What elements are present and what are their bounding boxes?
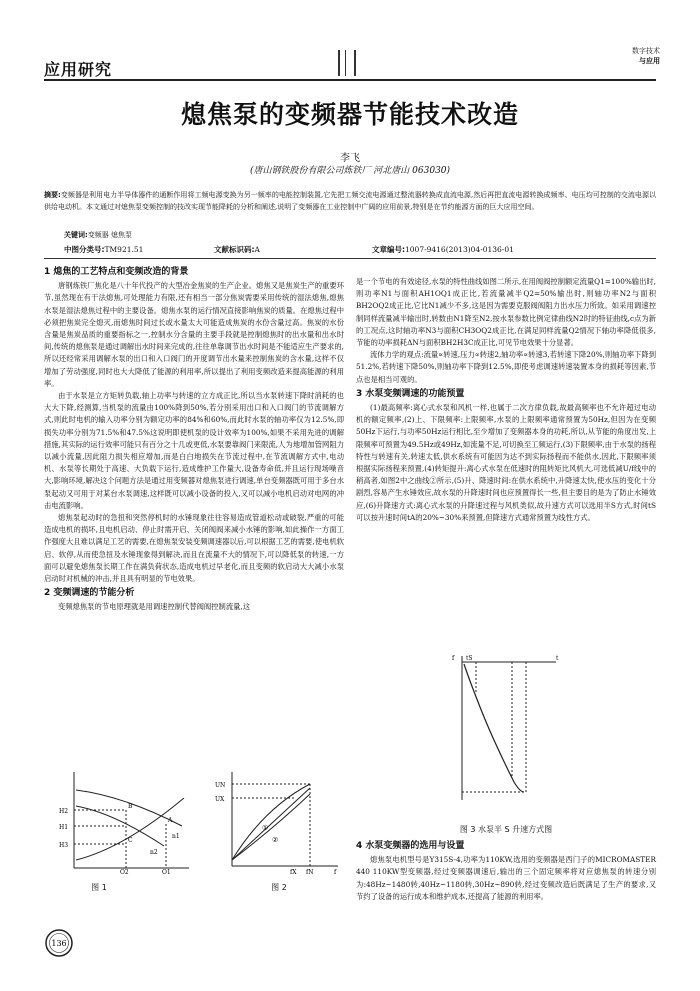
- figure-2-caption: 图 2: [271, 883, 287, 892]
- heading-section-4: 4 水泵变频器的选用与设置: [356, 841, 465, 851]
- fig1-label-q2: Q2: [120, 869, 129, 874]
- header-decoration-bars: [338, 50, 360, 76]
- clc-value: TM921.51: [104, 245, 144, 254]
- fig2-label-ux: UX: [215, 796, 225, 803]
- keywords-label: 关键词:: [64, 231, 88, 239]
- right-column-bottom: [356, 838, 656, 903]
- fig2-label-f: f: [334, 869, 337, 874]
- page-number: 136: [51, 939, 67, 948]
- fig2-label-curve2: ②: [272, 836, 279, 844]
- heading-section-1: 1 熄焦的工艺特点和变频改造的背景: [44, 267, 189, 277]
- clc-label: 中图分类号:: [64, 245, 105, 254]
- paragraph: 由于水泵是立方矩转负载,轴上功率与转速的立方成正比,所以当水泵转速下降时消耗的也大大下降,经测算,当机泵的流量由100%降到50%,若分别采用出口和入口阀门的节流调解方式,则此时电机的输入功率分别为额定功率的84%和60%,而此时水泵的轴功率仅为12.5%,即损失功率分别为71.5%和47.5%这说明即使机泵的设计效率为100%,如果不采用先进的调解措施,其实际的运行效率可能只有百分之十几或更低,水泵要靠阀门来限流,人为地增加管网阻力以减小流量,因此阻力损失相应增加,而是白白地损失在节流过程中,在节流调解方式中,电动机、水泵等长期处于高速、大负载下运行,造成维护工作量大,设备寿命低,并且运行现场噪音大,影响环境,解决这个问题方法是通过用变频器对熄焦泵进行调速,单台变频器既可用于多台水泵起动又可用于对某台水泵调速,这样既可以减小设备的投入,又可以减小电机启动对电网的冲击电流影响。: [44, 391, 344, 510]
- page-number-badge: [44, 928, 74, 958]
- fig1-label-h3: H3: [59, 842, 69, 849]
- paragraph: 流体力学的观点:流量∝转速,压力∝转速2,轴功率∝转速3,若转速下降20%,则轴功率下降到51.2%,若转速下降50%,则轴功率下降到12.5%,即使考虑调速转速装置本身的损耗等因素,节点也是相当可观的。: [356, 350, 656, 384]
- title-rule: [44, 258, 656, 259]
- fig1-label-a: A: [168, 817, 173, 824]
- affiliation: (唐山钢铁股份有限公司炼铁厂 河北唐山 063030): [249, 166, 451, 176]
- header-rule: [44, 79, 656, 81]
- paragraph: 变频熄焦泵的节电原理就是用调速控制代替阀阀控制流量,这: [58, 602, 251, 612]
- fig1-label-b: B: [128, 803, 133, 810]
- fig1-label-h2: H2: [59, 808, 69, 815]
- abstract-text: 变频器是利用电力半导体器件的通断作用将工频电源变换为另一频率的电能控制装置,它先把工频交流电源通过整流器转换成直流电源,然后再把直流电源转换成频率、电压均可控制的交流电源以供给电动机。本文通过对熄焦泵变频控制的技改实现节能降耗的分析和阐述,说明了变频器在工业控制中广阔的应用前景,特别是在节约能源方面的巨大应用空间。: [44, 191, 656, 211]
- heading-section-3: 3 水泵变频调速的功能预置: [356, 388, 465, 399]
- fig3-label-x: t: [556, 655, 559, 662]
- fig2-label-un: UN: [215, 782, 226, 789]
- fig3-label-ts: tS: [466, 655, 473, 662]
- figure-2: [214, 768, 344, 874]
- keywords-text: 变频器 熄焦泵: [87, 231, 133, 239]
- doc-code: [214, 244, 260, 255]
- fig1-label-n2: n2: [150, 849, 158, 856]
- paragraph: (1)最高频率:离心式水泵和风机一样,也属于二次方律负载,故最高频率也不允许超过电动机的额定频率,(2)上、下限频率:上限频率,水泵的上限频率通常预置为50Hz,但因为在变频50Hz下运行,与功率50Hz运行相比,至少增加了变频器本身的功耗,所以,从节能的角度出发,上限频率可预置为49.5Hz或49Hz,如流量不足,可切换至工频运行,(3)下限频率,由于水泵的扬程特性与转速有关,转速太低,供水系统有可能因为达不到实际扬程而不能供水,因此,下限频率须根据实际扬程来预置,(4)转矩提升:离心式水泵在低速时的阻转矩比风机大,可选低减U/f线中的稍高者,如图2中之曲线②所示,(5)升、降速时间:在供水系统中,升降速太快,使水压的变化十分剧烈,容易产生水锤效应,故水泵的升降速时间也应预置得长一些,但主要目的是为了防止水锤效应,(6)升降速方式:离心式水泵的升降速过程与风机类似,故升速方式可以选用半S方式,时间tS可以按升速时间tA的20%~30%来预置,但降速方式通常预置为线性方式。: [356, 403, 656, 522]
- figure-3: [452, 652, 562, 804]
- fig3-label-y: f: [452, 655, 455, 662]
- heading-section-2: 2 变频调速的节能分析: [44, 588, 135, 599]
- paragraph: 唐钢炼铁厂焦化是八十年代投产的大型冶金焦炭的生产企业。熄焦又是焦炭生产的重要环节,虽然现在有干法熄焦,可处理能力有限,还有相当一部分焦炭需要采用传统的湿法熄焦,熄焦水泵是湿法熄焦过程中的主要设备。熄焦水泵的运行情况直接影响焦炭的质量。在熄焦过程中必须把焦炭完全熄灭,而熄焦时间过长或水量太大可能造成焦炭的水份含量过高。焦炭的水份含量是焦炭品质的重要指标之一,控制水分含量的主要手段就是控制熄焦时的出水量和出水时间,传统的熄焦泵是通过调解出水时间来完成的,往往单靠调节出水时间是不能适应生产要求的,所以还经常采用调解水泵的出口和入口阀门的开度调节出水量来控制焦炭的含水量,这样不仅增加了劳动强度,同时也大大降低了能源的利用率,所以提出了利用变频改造来提高能源的利用率。: [44, 281, 344, 388]
- paragraph: 熄焦泵起动时的急扭和突然停机时的水锤现象往往容易造成管道松动或破裂,严重的可能造成电机的损坏,且电机启动、停止时需开启、关闭阀阀来减小水锤的影响,如此操作一方面工作强度大且难以满足工艺的需要,在熄焦泵安装变频调速器以后,可以根据工艺的需要,使电机软启、软停,从而使急扭及水锤现象得到解决,而且在流量不大的情况下,可以降低泵的转速,一方面可以避免熄焦泵长期工作在满负荷状态,造成电机过早老化,而且变频的软启动大大减小水泵启动时对机械的冲击,并且具有明显的节电效果。: [44, 513, 344, 584]
- paragraph: 是一个节电的有效途径,水泵的特性曲线如图二所示,在用阀阀控制额定流量Q1=100%输出时,则功率N1与面积AH1OQ1成正比,若流量减半Q2=50%输出时,则轴功率N2与面积BH2OQ2成正比,它比N1减少不多,这是因为需要克服阀阀阻力出水压力所致。如采用调速控制同样流量减半输出时,转数由N1降至N2,按水泵参数比例定律曲线N2时的特征曲线,c点为新的工况点,这时轴功率N3与面积CH3OQ2成正比,在满足同样流量Q2情况下轴功率降低很多,节能的功率损耗ΔN与面积BH2H3C成正比,可见节电效果十分显著。: [356, 277, 656, 348]
- article-number: [372, 244, 514, 255]
- doc-code-label: 文献标识码:: [214, 245, 255, 254]
- keywords: [64, 230, 132, 240]
- fig1-label-h1: H1: [59, 824, 69, 831]
- article-number-value: 1007-9416(2013)04-0136-01: [405, 245, 514, 254]
- fig2-label-fn: fN: [306, 869, 314, 874]
- left-column: [44, 264, 344, 614]
- clc-number: [64, 244, 143, 255]
- journal-logo: [600, 46, 660, 80]
- logo-line-1: 数字技术: [632, 47, 660, 55]
- logo-line-2: 与应用: [639, 57, 660, 65]
- figure-3-caption: 图 3 水泵半 S 升速方式图: [459, 825, 553, 834]
- fig2-label-fx: fX: [290, 869, 297, 874]
- figure-1-caption: 图 1: [91, 883, 107, 892]
- right-column-top: [356, 276, 656, 524]
- fig1-label-q1: Q1: [162, 869, 171, 874]
- doc-code-value: A: [254, 245, 260, 254]
- author: 李飞: [340, 153, 360, 164]
- fig2-label-curve1: ①: [262, 824, 269, 832]
- abstract-label: 摘要:: [44, 191, 61, 199]
- article-number-label: 文章编号:: [372, 245, 405, 254]
- article-title: 熄焦泵的变频器节能技术改造: [180, 100, 519, 129]
- abstract: [44, 189, 656, 213]
- fig1-label-n1: n1: [172, 833, 180, 840]
- figure-1: [54, 768, 194, 874]
- fig1-label-c: C: [128, 837, 133, 844]
- paragraph: 熄焦泵电机型号是Y315S-4,功率为110KW,选用的变频器是西门子的MICROMASTER 440 110KW型变频器,经过变频器调速后,输出的三个固定频率将对应熄焦泵的转速分别为:48Hz~1480转,40Hz~1180转,30Hz~890转,经过变频改造后既满足了生产的要求,又节约了设备的运行成本和维护成本,还提高了能源的利用率。: [356, 855, 656, 901]
- section-title: 应用研究: [44, 60, 113, 79]
